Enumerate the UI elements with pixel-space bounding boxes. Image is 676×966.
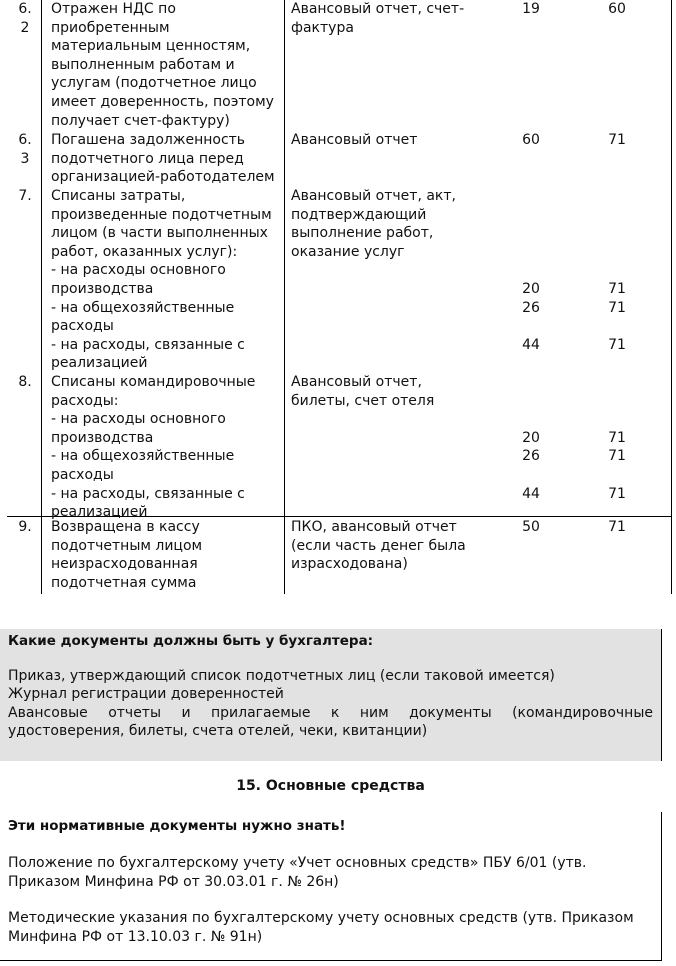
debit-account-line <box>505 317 557 336</box>
documents-line: удостоверения, билеты, счета отелей, чеки, квитанции) <box>8 723 428 740</box>
document-text-line: Авансовый отчет, <box>291 374 422 390</box>
operation-text-line: лицом (в части выполненных <box>51 225 268 242</box>
debit-account-line: 50 <box>522 519 540 535</box>
credit-account-line <box>591 243 643 262</box>
document-text <box>291 373 434 410</box>
row-number <box>11 187 39 206</box>
operation-text-line: - на расходы, связанные с <box>51 336 245 353</box>
debit-account-line <box>505 206 557 225</box>
operation-text-line: подотчетная сумма <box>51 574 197 591</box>
debit-account <box>505 518 557 537</box>
debit-account-line <box>505 243 557 262</box>
operation-text-line: имеет доверенность, поэтому <box>51 93 274 110</box>
credit-account-line: 71 <box>608 336 626 353</box>
operation-text-line: Списаны затраты, <box>51 188 186 204</box>
document-text <box>291 0 464 37</box>
document-text-line: оказание услуг <box>291 243 405 260</box>
row-number-line: 9. <box>18 519 32 535</box>
debit-account <box>505 131 557 150</box>
operation-text <box>51 131 275 187</box>
operation-text-line: приобретенным <box>51 19 170 36</box>
column-divider <box>41 0 42 594</box>
credit-account <box>591 518 643 537</box>
credit-account <box>591 187 643 373</box>
document-text <box>291 131 417 150</box>
operation-text-line: - на расходы основного <box>51 262 226 279</box>
operation-text-line: произведенные подотчетным <box>51 206 272 223</box>
credit-account <box>591 131 643 150</box>
documents-heading: Какие документы должны быть у бухгалтера: <box>8 633 374 649</box>
operation-text-line: подотчетного лица перед <box>51 150 244 167</box>
credit-account-line <box>591 224 643 243</box>
documents-box <box>0 629 662 761</box>
credit-account-line: 71 <box>608 299 626 316</box>
operation-text-line: расходы <box>51 318 114 335</box>
debit-account-line <box>505 466 557 485</box>
credit-account-line: 71 <box>608 429 626 446</box>
debit-account-line: 44 <box>522 336 540 353</box>
operations-table <box>7 0 672 594</box>
document-text <box>291 187 456 261</box>
column-divider <box>284 0 285 594</box>
operation-text-line: - на расходы, связанные с <box>51 485 245 502</box>
operation-text-line: Погашена задолженность <box>51 132 246 148</box>
operation-text <box>51 373 255 522</box>
credit-account-line <box>591 373 643 392</box>
operation-text-line: реализацией <box>51 355 148 372</box>
credit-account-line <box>591 317 643 336</box>
debit-account-line: 26 <box>522 299 540 316</box>
debit-account <box>505 187 557 373</box>
operation-text-line: - на общехозяйственные <box>51 299 235 316</box>
documents-line: Приказ, утверждающий список подотчетных лиц (если таковой имеется) <box>8 668 555 684</box>
documents-line: Авансовые отчеты и прилагаемые к ним документы (командировочные <box>8 704 653 721</box>
normative-paragraph: Положение по бухгалтерскому учету «Учет основных средств» ПБУ 6/01 (утв. Приказом Минфина РФ от 30.03.01 г. № 26н) <box>8 855 587 890</box>
debit-account <box>505 0 557 19</box>
row-number-line: 3 <box>20 150 30 167</box>
operation-text-line: услугам (подотчетное лицо <box>51 75 257 92</box>
operation-text-line: подотчетным лицом <box>51 537 203 554</box>
row-number-line: 2 <box>20 19 30 36</box>
row-number <box>11 0 39 37</box>
operation-text-line: расходы <box>51 466 114 483</box>
debit-account-line: 19 <box>522 1 540 17</box>
document-text-line: израсходована) <box>291 556 408 573</box>
operation-text <box>51 0 274 130</box>
credit-account-line <box>591 354 643 373</box>
operation-text <box>51 187 272 373</box>
row-number <box>11 373 39 392</box>
document-text-line: подтверждающий <box>291 206 427 223</box>
debit-account-line <box>505 261 557 280</box>
credit-account-line <box>591 410 643 429</box>
operation-text-line: - на расходы основного <box>51 411 226 428</box>
row-number-line: 6. <box>18 132 32 148</box>
document-text-line: выполнение работ, <box>291 225 434 242</box>
operation-text-line: - на общехозяйственные <box>51 448 235 465</box>
document-text-line: ПКО, авансовый отчет <box>291 519 457 535</box>
debit-account-line <box>505 392 557 411</box>
debit-account-line <box>505 187 557 206</box>
credit-account-line: 71 <box>608 448 626 465</box>
credit-account-line <box>591 392 643 411</box>
credit-account-line: 60 <box>608 1 626 17</box>
debit-account-line: 44 <box>522 485 540 502</box>
debit-account-line: 60 <box>522 132 540 148</box>
credit-account-line <box>591 206 643 225</box>
credit-account <box>591 0 643 19</box>
debit-account <box>505 373 557 522</box>
debit-account-line <box>505 224 557 243</box>
document-text-line: Авансовый отчет <box>291 132 418 148</box>
debit-account-line <box>505 354 557 373</box>
row-number <box>11 131 39 168</box>
credit-account-line <box>591 261 643 280</box>
operation-text-line: расходы: <box>51 392 119 409</box>
debit-account-line: 20 <box>522 429 540 446</box>
operation-text-line: неизрасходованная <box>51 556 198 573</box>
operation-text <box>51 518 202 592</box>
documents-line: Журнал регистрации доверенностей <box>8 686 284 703</box>
normative-documents-box <box>0 812 662 961</box>
row-number <box>11 518 39 537</box>
document-text-line: билеты, счет отеля <box>291 392 435 409</box>
debit-account-line: 20 <box>522 280 540 297</box>
row-number-line: 7. <box>18 188 32 204</box>
operation-text-line: работ, оказанных услуг): <box>51 243 238 260</box>
row-number-line: 6. <box>18 1 32 17</box>
operation-text-line: выполненным работам и <box>51 56 235 73</box>
credit-account-line: 71 <box>608 519 626 535</box>
document-text <box>291 518 466 574</box>
normative-heading: Эти нормативные документы нужно знать! <box>8 818 346 834</box>
operation-text-line: Списаны командировочные <box>51 374 256 390</box>
document-text-line: Авансовый отчет, акт, <box>291 188 456 204</box>
document-text-line: фактура <box>291 19 354 36</box>
operation-text-line: материальным ценностям, <box>51 38 251 55</box>
debit-account-line <box>505 410 557 429</box>
credit-account-line: 71 <box>608 485 626 502</box>
operation-text-line: Отражен НДС по <box>51 1 176 17</box>
operation-text-line: производства <box>51 429 154 446</box>
credit-account-line <box>591 187 643 206</box>
operation-text-line: получает счет-фактуру) <box>51 112 230 129</box>
normative-paragraph: Методические указания по бухгалтерскому учету основных средств (утв. Приказом Минфина РФ от 13.10.03 г. № 91н) <box>8 910 634 945</box>
document-text-line: Авансовый отчет, счет- <box>291 1 465 17</box>
operation-text-line: реализацией <box>51 504 148 521</box>
debit-account-line <box>505 373 557 392</box>
row-number-line: 8. <box>18 374 32 390</box>
credit-account-line: 71 <box>608 280 626 297</box>
section-title: 15. Основные средства <box>236 778 425 794</box>
operation-text-line: Возвращена в кассу <box>51 519 200 535</box>
credit-account <box>591 373 643 522</box>
document-text-line: (если часть денег была <box>291 537 466 554</box>
credit-account-line: 71 <box>608 132 626 148</box>
operation-text-line: организацией-работодателем <box>51 169 275 186</box>
operation-text-line: производства <box>51 280 154 297</box>
credit-account-line <box>591 466 643 485</box>
debit-account-line: 26 <box>522 448 540 465</box>
